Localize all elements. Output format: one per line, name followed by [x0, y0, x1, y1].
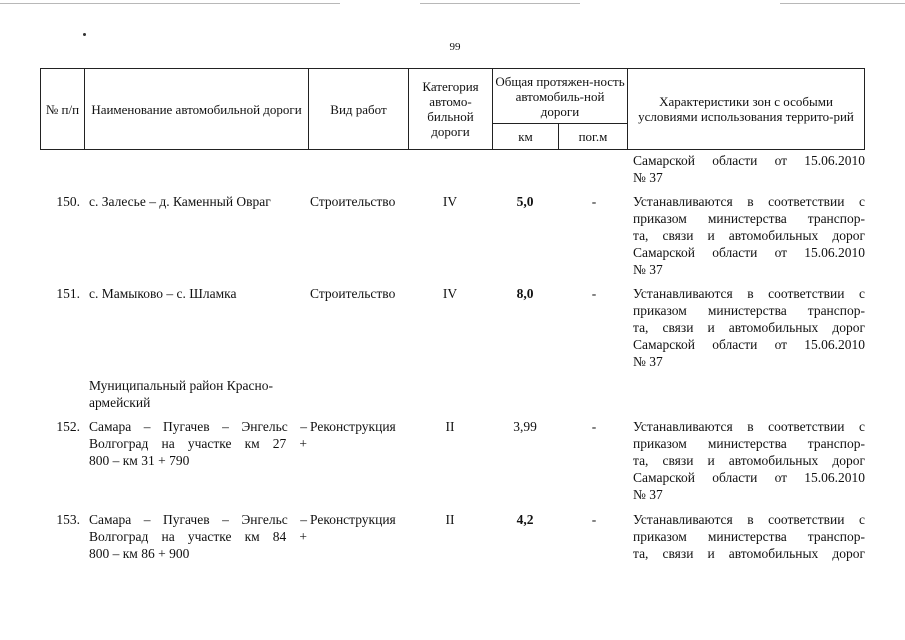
- row-number: 150.: [56, 194, 80, 209]
- char-line: приказом министерства транспор-: [633, 211, 865, 226]
- road-category: II: [445, 512, 455, 527]
- length-pog-m: -: [591, 194, 597, 209]
- char-line: № 37: [633, 354, 663, 369]
- header-pog-m: пог.м: [559, 124, 628, 150]
- length-km: 5,0: [516, 194, 534, 209]
- header-category: Категория автомо-бильной дороги: [409, 69, 493, 150]
- row-number: 151.: [56, 286, 80, 301]
- road-name-line: 800 – км 31 + 790: [89, 453, 190, 468]
- road-name-line: Волгоград на участке км 84 +: [89, 529, 307, 544]
- road-category: IV: [442, 286, 458, 301]
- district-heading: [89, 377, 319, 411]
- char-line: та, связи и автомобильных дорог: [633, 228, 865, 243]
- continuation-text: [633, 152, 865, 186]
- page-number: 99: [449, 41, 461, 53]
- row-number: 153.: [56, 512, 80, 527]
- header-characteristics: Характеристики зон с особыми условиями использования террито-рий: [628, 69, 865, 150]
- work-type: Реконструкция: [310, 512, 396, 527]
- zone-characteristics: [633, 511, 865, 562]
- char-line: № 37: [633, 170, 663, 185]
- char-line: та, связи и автомобильных дорог: [633, 546, 865, 561]
- header-km: км: [493, 124, 559, 150]
- char-line: та, связи и автомобильных дорог: [633, 320, 865, 335]
- road-name-line: с. Мамыково – с. Шламка: [89, 286, 237, 301]
- char-line: Устанавливаются в соответствии с: [633, 419, 865, 434]
- length-km: 3,99: [513, 419, 537, 434]
- length-pog-m: -: [591, 286, 597, 301]
- road-name-line: с. Залесье – д. Каменный Овраг: [89, 194, 271, 209]
- road-category: IV: [442, 194, 458, 209]
- work-type: Реконструкция: [310, 419, 396, 434]
- char-line: та, связи и автомобильных дорог: [633, 453, 865, 468]
- char-line: Самарской области от 15.06.2010: [633, 245, 865, 260]
- work-type: Строительство: [310, 194, 396, 209]
- zone-characteristics: [633, 285, 865, 370]
- char-line: Самарской области от 15.06.2010: [633, 337, 865, 352]
- road-category: II: [445, 419, 455, 434]
- char-line: приказом министерства транспор-: [633, 303, 865, 318]
- length-km: 4,2: [516, 512, 534, 527]
- header-length: Общая протяжен-ность автомобиль-ной дороги: [493, 69, 628, 124]
- header-work-type: Вид работ: [309, 69, 409, 150]
- work-type: Строительство: [310, 286, 396, 301]
- zone-characteristics: [633, 418, 865, 503]
- road-name: [89, 511, 307, 562]
- road-name-line: Самара – Пугачев – Энгельс –: [89, 512, 307, 527]
- table-header: [40, 68, 865, 150]
- district-line: Муниципальный район Красно-: [89, 378, 273, 393]
- char-line: Устанавливаются в соответствии с: [633, 286, 865, 301]
- header-num: № п/п: [41, 69, 85, 150]
- road-name: [89, 193, 307, 210]
- road-name: [89, 285, 307, 302]
- row-number: 152.: [56, 419, 80, 434]
- length-pog-m: -: [591, 512, 597, 527]
- header-road-name: Наименование автомобильной дороги: [85, 69, 309, 150]
- scan-edge-line: [780, 3, 905, 4]
- length-pog-m: -: [591, 419, 597, 434]
- char-line: Устанавливаются в соответствии с: [633, 512, 865, 527]
- length-km: 8,0: [516, 286, 534, 301]
- scan-edge-line: [420, 3, 580, 4]
- char-line: № 37: [633, 487, 663, 502]
- scan-speck: [83, 33, 86, 36]
- char-line: приказом министерства транспор-: [633, 529, 865, 544]
- zone-characteristics: [633, 193, 865, 278]
- char-line: Самарской области от 15.06.2010: [633, 153, 865, 168]
- scan-edge-line: [0, 3, 340, 4]
- char-line: Самарской области от 15.06.2010: [633, 470, 865, 485]
- road-name-line: Самара – Пугачев – Энгельс –: [89, 419, 307, 434]
- road-name-line: Волгоград на участке км 27 +: [89, 436, 307, 451]
- road-name-line: 800 – км 86 + 900: [89, 546, 190, 561]
- char-line: № 37: [633, 262, 663, 277]
- district-line: армейский: [89, 395, 151, 410]
- road-name: [89, 418, 307, 469]
- char-line: Устанавливаются в соответствии с: [633, 194, 865, 209]
- char-line: приказом министерства транспор-: [633, 436, 865, 451]
